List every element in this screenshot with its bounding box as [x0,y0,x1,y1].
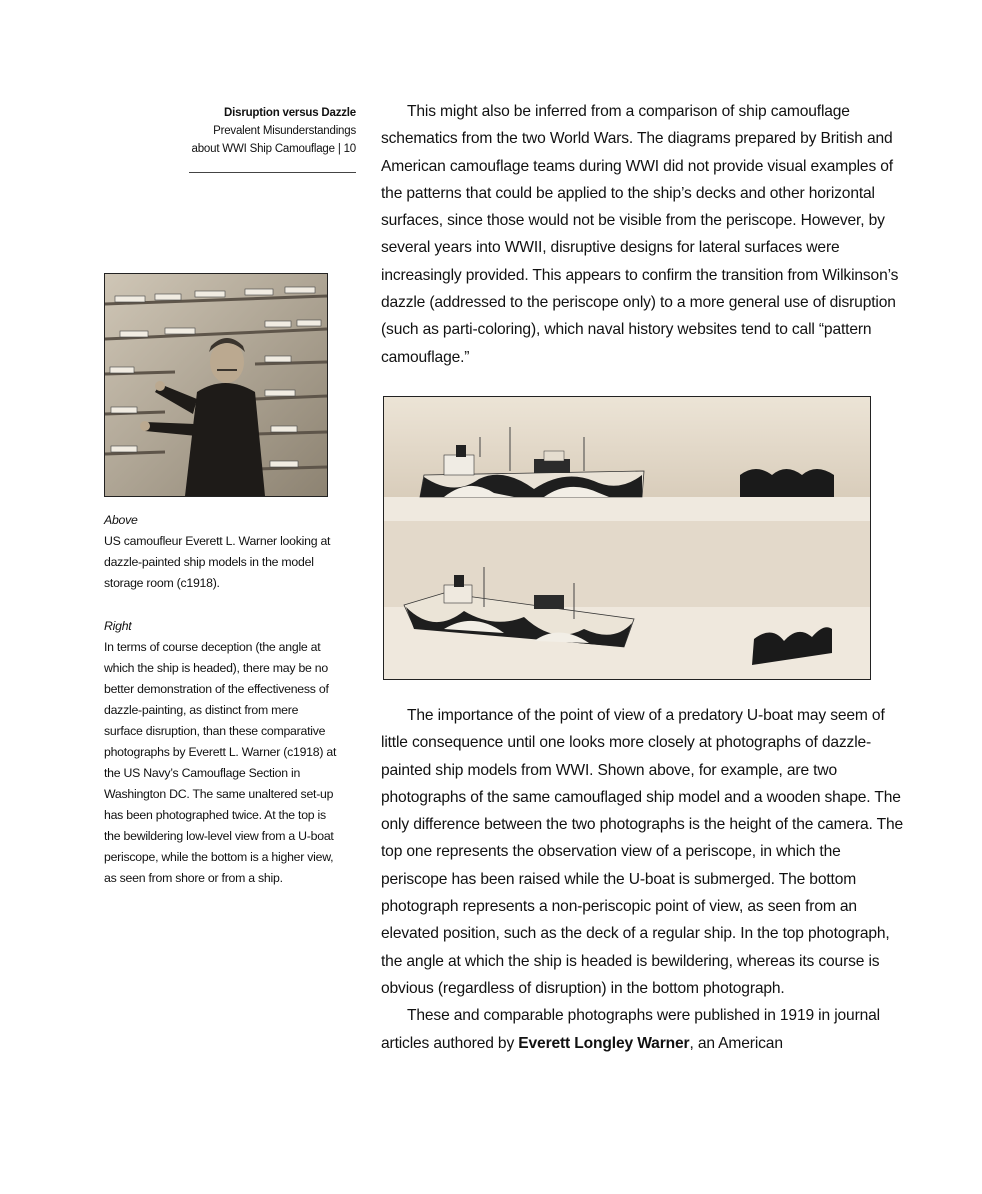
body-paragraph-1 [381,98,909,371]
warner-photo-image [105,274,327,496]
paragraph-2-text: The importance of the point of view of a predatory U-boat may seem of little consequence until one looks more closely at photographs of dazzle-painted ship models from WWI. Shown above, for example, are two photographs of the same camouflaged ship model and a wooden shape. The only difference between the two photographs is the height of the camera. The top one represents the observation view of a periscope, in which the periscope has been raised while the U-boat is submerged. The bottom photograph represents a non-periscopic point of view, as seen from an elevated position, such as the deck of a regular ship. In the top photograph, the angle at which the ship is headed is bewildering, whereas its course is obvious (regardless of disruption) in the bottom photograph. [381,707,904,997]
running-header-subtitle-1: Prevalent Misunderstandings [213,125,356,137]
warner-photo [104,273,328,497]
ship-model-photos [383,396,871,680]
person-name: Everett Longley Warner [518,1034,690,1052]
caption-right-head: Right [104,619,132,633]
paragraph-3 [381,1002,909,1057]
caption-above-text: US camoufleur Everett L. Warner looking at dazzle-painted ship models in the model storage room (c1918). [104,534,331,590]
paragraph-3-start: These and comparable photographs were published in 1919 in journal articles authored by [381,1007,880,1052]
caption-right-text: In terms of course deception (the angle at which the ship is headed), there may be no better demonstration of the effectiveness of dazzle-painting, as distinct from mere surface disruption, than these comparative photographs by Everett L. Warner (c1918) at the US Navy’s Camouflage Section in Washington DC. The same unaltered set-up has been photographed twice. At the top is the bewildering low-level view from a U-boat periscope, while the bottom is a higher view, as seen from shore or from a ship. [104,640,337,885]
caption-right [104,616,339,889]
body-paragraphs-lower [381,702,909,1057]
running-header-title: Disruption versus Dazzle [224,107,356,119]
running-header-subtitle-2: about WWI Ship Camouflage | 10 [191,143,356,155]
header-divider [189,172,356,173]
paragraph-1-text: This might also be inferred from a comparison of ship camouflage schematics from the two World Wars. The diagrams prepared by British and American camouflage teams during WWI did not provide visual examples of the patterns that could be applied to the ship’s decks and other horizontal surfaces, since those would not be visible from the periscope. However, by several years into WWII, disruptive designs for lateral surfaces were increasingly provided. This appears to confirm the transition from Wilkinson’s dazzle (addressed to the periscope only) to a more general use of disruption (such as parti-coloring), which naval history websites tend to call “pattern camouflage.” [381,103,899,366]
running-header [188,104,356,158]
ship-model-photos-image [384,397,870,679]
caption-above-head: Above [104,513,138,527]
paragraph-3-end: , an American [689,1034,783,1052]
caption-above [104,510,339,594]
